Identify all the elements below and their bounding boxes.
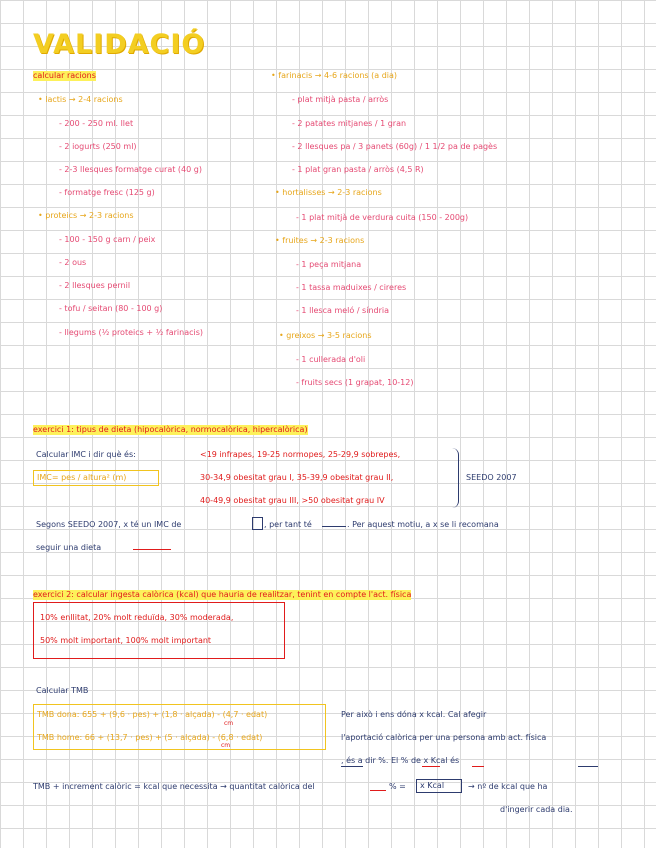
tmb-home: TMB home: 66 + (13,7 · pes) + (5 · alçada) - (6,8 · edat) [37,733,263,742]
proteics-item: - tofu / seitan (80 - 100 g) [59,304,163,313]
lactics-item: - formatge fresc (125 g) [59,188,155,197]
blank-line [472,766,484,767]
imc-range-1: <19 infrapes, 19-25 normopes, 25-29,9 sobrepes, [200,450,401,459]
ex1-sentence-c: . Per aquest motiu, a x se li recomana [347,520,499,529]
hortalisses-item: - 1 plat mitjà de verdura cuita (150 - 200g) [296,213,469,222]
tmb-result-2: l'aportació calòrica per una persona amb act. física [341,733,547,742]
tmb-bottom-b: % = [389,782,406,791]
fruites-item: - 1 llesca meló / síndria [296,306,390,315]
activity-line-1: 10% enllitat, 20% molt reduïda, 30% moderada, [40,613,234,622]
tmb-result-1: Per això i ens dóna x kcal. Cal afegir [341,710,487,719]
lactics-item: - 200 - 250 ml. llet [59,119,134,128]
page-title: VALIDACIÓ [33,29,206,60]
ex2-header: exercici 2: calcular ingesta calòrica (kcal) que hauria de realitzar, tenint en compte l'act. física [33,590,412,599]
tmb-bottom-c: → nº de kcal que ha [468,782,548,791]
blank-line [370,790,386,791]
farinacis-item: - 2 llesques pa / 3 panets (60g) / 1 1/2 pa de pagès [292,142,498,151]
farinacis-item: - 1 plat gran pasta / arròs (4,5 R) [292,165,424,174]
proteics-item: - 2 llesques pernil [59,281,131,290]
lactics-item: - 2-3 llesques formatge curat (40 g) [59,165,202,174]
bracket [452,448,459,508]
lactics-heading: • lactis → 2-4 racions [38,95,123,104]
proteics-heading: • proteics → 2-3 racions [38,211,134,220]
cm-note: cm [221,742,231,749]
kcal-value: x Kcal [420,781,445,790]
ex1-sentence-a: Segons SEEDO 2007, x té un IMC de [36,520,182,529]
ex1-sentence-2: seguir una dieta [36,543,102,552]
calc-header: calcular racions [33,71,96,80]
greixos-item: - 1 cullerada d'oli [296,355,366,364]
farinacis-item: - plat mitjà pasta / arròs [292,95,389,104]
tmb-label: Calcular TMB [36,686,89,695]
tmb-result-3: , és a dir %. El % de x Kcal és [341,756,460,765]
blank-line [133,549,171,550]
greixos-item: - fruits secs (1 grapat, 10-12) [296,378,414,387]
tmb-bottom-a: TMB + increment calòric = kcal que necessita → quantitat calòrica del [33,782,315,791]
fruites-item: - 1 peça mitjana [296,260,362,269]
tmb-bottom-d: d'ingerir cada dia. [500,805,573,814]
imc-range-2: 30-34,9 obesitat grau I, 35-39,9 obesitat grau II, [200,473,394,482]
blank-line [341,766,363,767]
ex1-calc: Calcular IMC i dir què és: [36,450,136,459]
fruites-heading: • fruites → 2-3 racions [275,236,365,245]
blank-line [578,766,598,767]
activity-line-2: 50% molt important, 100% molt important [40,636,212,645]
greixos-heading: • greixos → 3-5 racions [279,331,372,340]
proteics-item: - llegums (½ proteics + ½ farinacis) [59,328,203,337]
lactics-item: - 2 iogurts (250 ml) [59,142,137,151]
proteics-item: - 100 - 150 g carn / peix [59,235,156,244]
imc-blank [252,517,263,530]
farinacis-item: - 2 patates mitjanes / 1 gran [292,119,407,128]
blank-line [322,526,346,527]
imc-range-3: 40-49,9 obesitat grau III, >50 obesitat grau IV [200,496,385,505]
ex1-header: exercici 1: tipus de dieta (hipocalòrica, normocalòrica, hipercalòrica) [33,425,308,434]
fruites-item: - 1 tassa maduixes / cireres [296,283,407,292]
cm-note: cm [224,720,234,727]
imc-formula: IMC= pes / altura² (m) [37,473,127,482]
tmb-dona: TMB dona: 655 + (9,6 · pes) + (1,8 · alçada) - (4,7 · edat) [37,710,268,719]
farinacis-heading: • farinacis → 4-6 racions (a dia) [271,71,398,80]
proteics-item: - 2 ous [59,258,87,267]
kcal-box [416,779,462,793]
seedo-label: SEEDO 2007 [466,473,517,482]
hortalisses-heading: • hortalisses → 2-3 racions [275,188,382,197]
blank-line [422,766,440,767]
ex1-sentence-b: , per tant té [264,520,312,529]
activity-box [33,602,285,659]
